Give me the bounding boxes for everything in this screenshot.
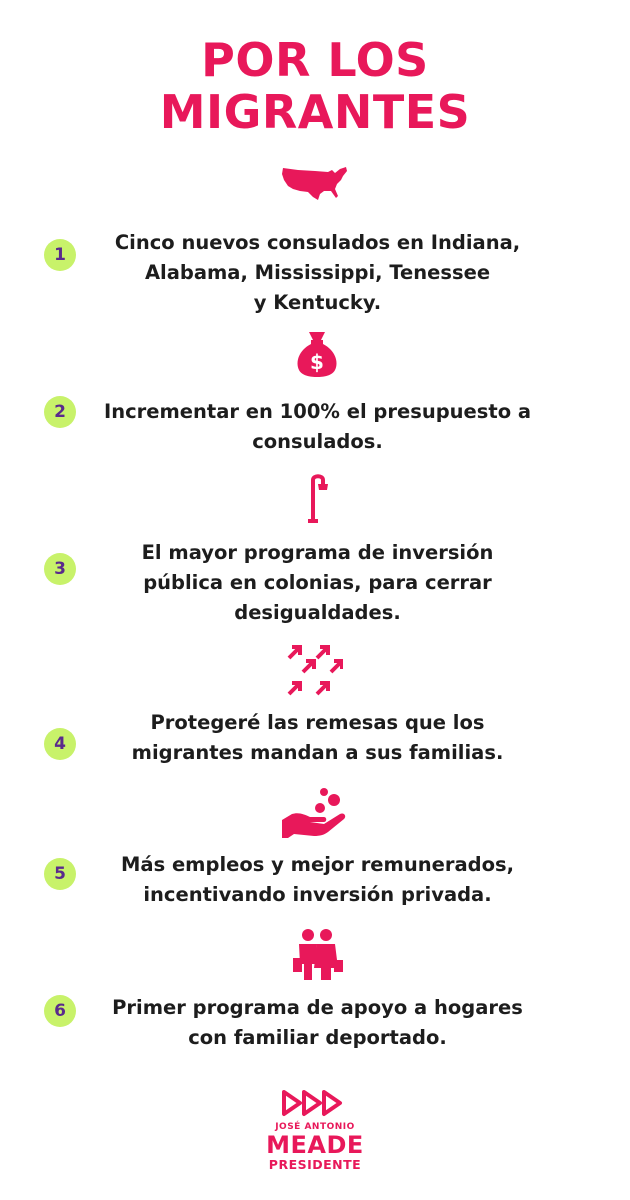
item-text: Primer programa de apoyo a hogares con familiar deportado. [112,996,523,1049]
item-number-badge: 2 [44,396,76,428]
item-text: Más empleos y mejor remunerados, incentivando inversión privada. [121,853,514,906]
hand-coins-icon [280,784,350,842]
item-text: Incrementar en 100% el presupuesto a consulados. [103,400,532,453]
item-text: Protegeré las remesas que los migrantes mandan a sus familias. [131,711,504,764]
money-bag-icon [295,330,339,382]
svg-text:$: $ [310,350,324,374]
item-text: El mayor programa de inversión pública en colonias, para cerrar desigualdades. [141,541,494,624]
item-text: Cinco nuevos consulados en Indiana, Alabama, Mississippi, Tenessee y Kentucky. [114,231,521,314]
arrows-expand-icon [287,642,343,702]
campaign-logo [255,1088,375,1172]
logo-last-name: MEADE [266,1131,364,1159]
item-number-badge: 4 [44,728,76,760]
page-title-line-1: POR LOS [201,33,429,87]
family-icon [290,928,344,986]
item-number-badge: 3 [44,553,76,585]
item-number-badge: 1 [44,239,76,271]
logo-role: PRESIDENTE [268,1157,362,1172]
page-title-line-2: MIGRANTES [159,85,471,139]
item-number-badge: 6 [44,995,76,1027]
street-lamp-icon [303,472,333,528]
logo-first-name: JOSÉ ANTONIO [275,1122,355,1132]
item-number-badge: 5 [44,858,76,890]
usa-map-icon [280,164,350,208]
play-arrows-icon [280,1088,350,1118]
